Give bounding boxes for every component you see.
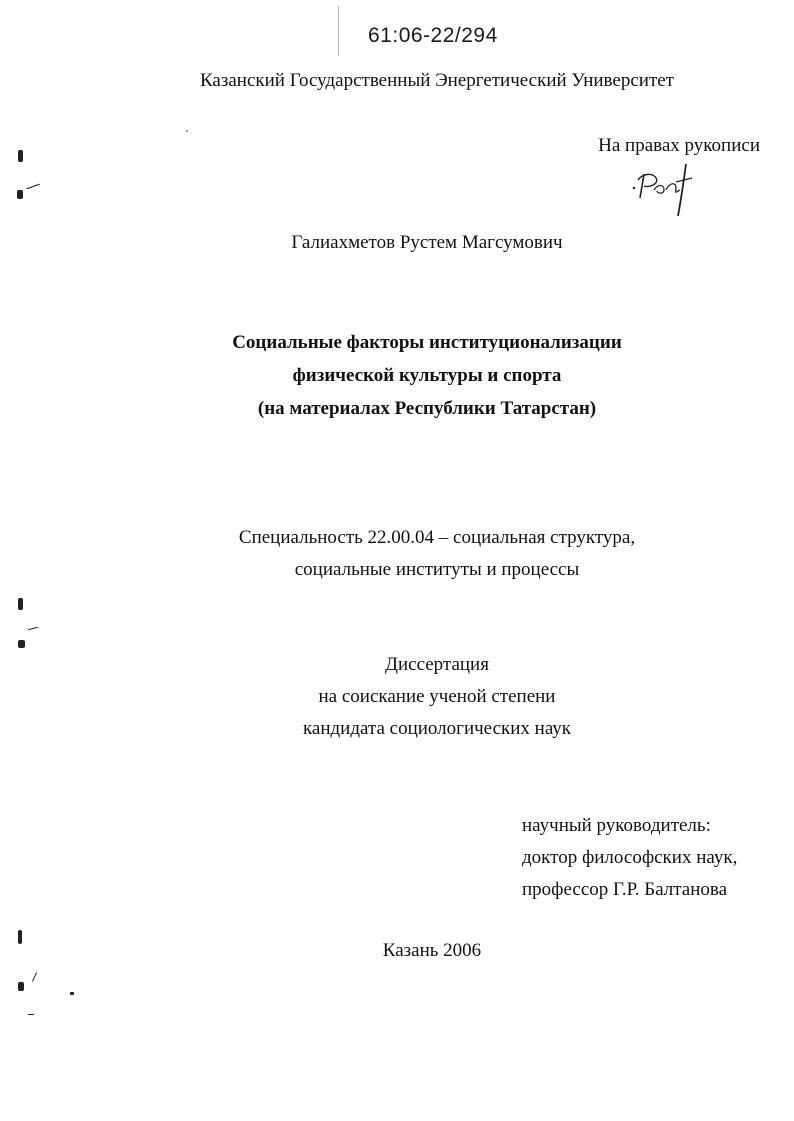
- specialty-block: [40, 522, 794, 586]
- scan-artifact-mark: [18, 598, 23, 610]
- scan-artifact-mark: [32, 972, 37, 981]
- scan-divider-line: [338, 6, 339, 56]
- supervisor-line: доктор философских наук,: [522, 847, 738, 868]
- specialty-line: Специальность 22.00.04 – социальная структура,: [238, 527, 636, 548]
- title-line: (на материалах Республики Татарстан): [257, 398, 597, 419]
- author-name: Галиахметов Рустем Магсумович: [291, 232, 563, 253]
- title-line: физической культуры и спорта: [292, 365, 562, 386]
- city-year: Казань 2006: [382, 940, 482, 961]
- catalog-code: 61:06-22/294: [368, 24, 498, 47]
- supervisor-block: [522, 810, 782, 906]
- degree-line: кандидата социологических наук: [302, 718, 572, 739]
- title-line: Социальные факторы институционализации: [232, 332, 622, 353]
- degree-line: Диссертация: [385, 654, 489, 675]
- scan-artifact-mark: [18, 982, 24, 991]
- scan-artifact-mark: [18, 930, 22, 944]
- degree-line: на соискание ученой степени: [318, 686, 556, 707]
- scan-artifact-mark: [70, 992, 74, 995]
- degree-block: [40, 649, 794, 745]
- scan-artifact-mark: [17, 190, 23, 199]
- supervisor-line: научный руководитель:: [522, 815, 711, 836]
- dissertation-title: [30, 326, 794, 425]
- scan-artifact-mark: [186, 130, 188, 132]
- scan-artifact-mark: [28, 1014, 34, 1015]
- scan-artifact-mark: [26, 184, 39, 190]
- scan-artifact-mark: [18, 150, 23, 162]
- scan-artifact-mark: [18, 640, 25, 648]
- supervisor-line: профессор Г.Р. Балтанова: [522, 879, 728, 900]
- rights-note: На правах рукописи: [598, 135, 760, 156]
- handwritten-signature: [630, 160, 700, 220]
- university-name: Казанский Государственный Энергетический Университет: [200, 70, 674, 91]
- specialty-line: социальные институты и процессы: [294, 559, 580, 580]
- scan-artifact-mark: [28, 627, 38, 631]
